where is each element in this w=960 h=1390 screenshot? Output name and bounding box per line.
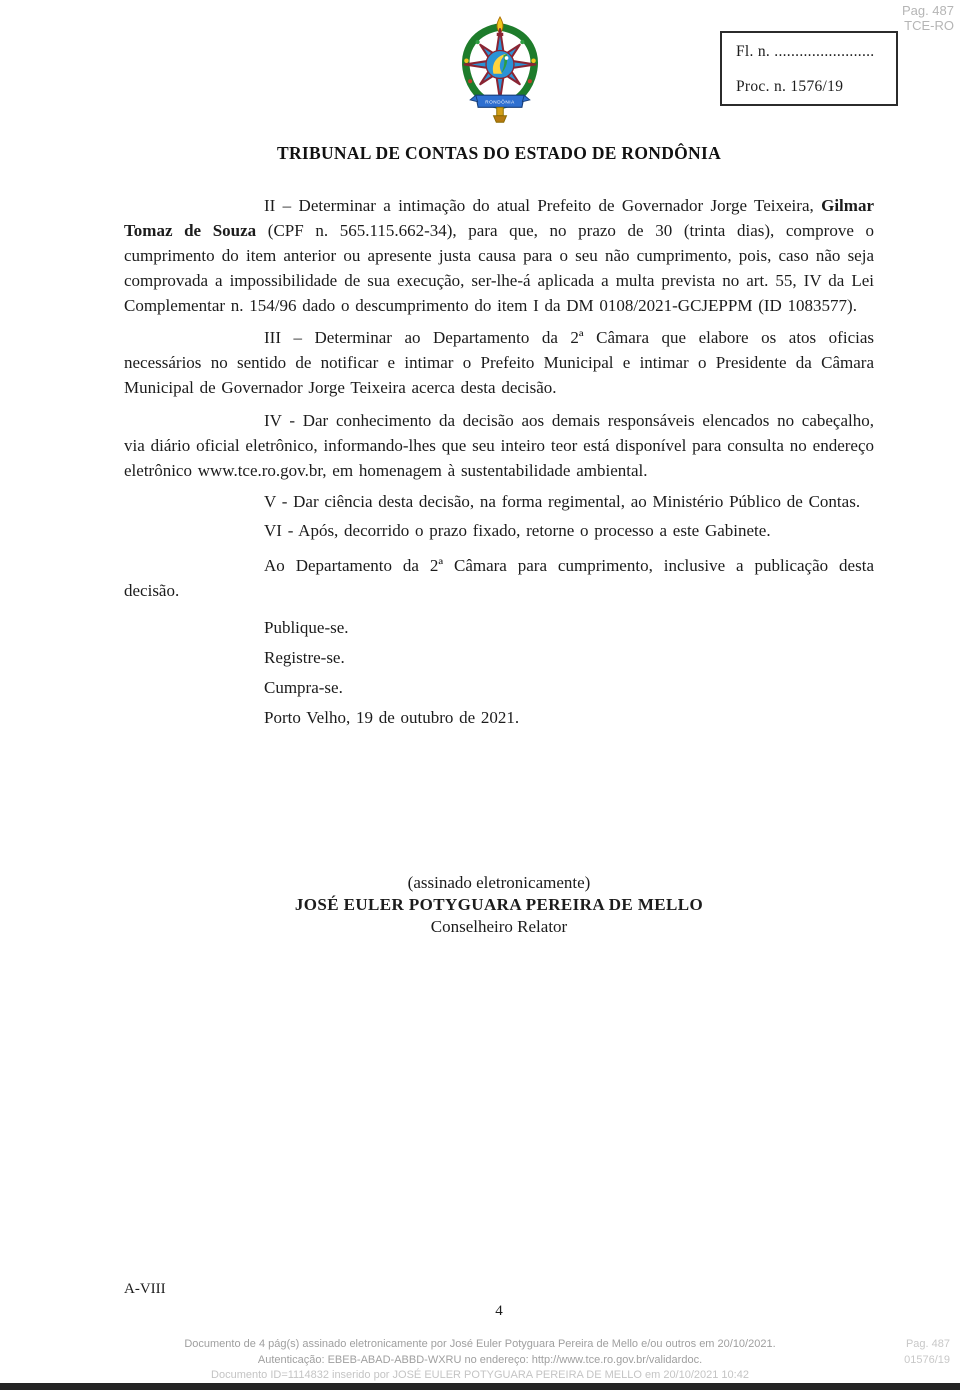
- page-ref-top: [902, 3, 954, 33]
- footer-document-id-line: Documento ID=1114832 inserido por JOSÉ EULER POTYGUARA PEREIRA DE MELLO em 20/10/2021 10:42: [211, 1369, 749, 1381]
- mayor-name-bold: Gilmar Tomaz de Souza: [124, 196, 874, 240]
- paragraph-department: Ao Departamento da 2ª Câmara para cumprimento, inclusive a publicação desta decisão.: [124, 556, 874, 600]
- footer-authentication-line: Autenticação: EBEB-ABAD-ABBD-WXRU no endereço: http://www.tce.ro.gov.br/validardoc.: [257, 1353, 703, 1366]
- signature-note: (assinado eletronicamente): [407, 873, 591, 892]
- process-number-line: Proc. n. 1576/19: [736, 78, 844, 95]
- emblem-base: [493, 107, 506, 122]
- page-ref-bottom-proc: 01576/19: [904, 1353, 950, 1366]
- svg-text:RONDÔNIA: RONDÔNIA: [485, 99, 515, 105]
- order-registre-se: Registre-se.: [264, 648, 345, 667]
- paragraph-item-ii-text: II – Determinar a intimação do atual Prefeito de Governador Jorge Teixeira,: [264, 196, 822, 215]
- page-number: 4: [495, 1303, 503, 1319]
- page-ref-top-org: TCE-RO: [904, 18, 954, 33]
- document-title: TRIBUNAL DE CONTAS DO ESTADO DE RONDÔNIA: [276, 143, 722, 163]
- bottom-bar: [0, 1383, 960, 1390]
- paragraph-item-ii-text-cont: (CPF n. 565.115.662-34), para que, no prazo de 30 (trinta dias), comprove o cumprimento do item anterior ou apresente justa causa para o seu não cumprimento, pois, caso não seja comprovada a impossibilidade de sua execução, ser-lhe-á aplicada a multa prevista no art. 55, IV da Lei Complementar n. 154/96 dado o descumprimento do item I da DM 0108/2021-GCJEPPM (ID 1083577).: [124, 221, 874, 315]
- order-cumpra-se: Cumpra-se.: [264, 678, 343, 697]
- dateline: Porto Velho, 19 de outubro de 2021.: [264, 708, 520, 727]
- signature-block: [124, 872, 874, 938]
- order-publique-se: Publique-se.: [264, 618, 349, 637]
- paragraph-item-vi: VI - Após, decorrido o prazo fixado, retorne o processo a este Gabinete.: [264, 521, 771, 540]
- folio-number-line: Fl. n. ........................: [736, 43, 875, 60]
- section-mark: A-VIII: [124, 1281, 166, 1297]
- authentication-footer: [0, 1337, 960, 1384]
- page-ref-bottom: [904, 1337, 950, 1368]
- page-ref-top-page: Pag. 487: [901, 3, 954, 18]
- signature-role: Conselheiro Relator: [430, 917, 568, 936]
- paragraph-item-iv: IV - Dar conhecimento da decisão aos demais responsáveis elencados no cabeçalho, via diário oficial eletrônico, informando-lhes que seu inteiro teor está disponível para consulta no endereço eletrônico www.tce.ro.gov.br, em homenagem à sustentabilidade ambiental.: [124, 411, 874, 480]
- state-emblem: [452, 16, 548, 126]
- emblem-banner: [470, 95, 530, 107]
- paragraph-item-v: V - Dar ciência desta decisão, na forma regimental, ao Ministério Público de Contas.: [264, 492, 861, 511]
- emblem-center: [486, 50, 514, 78]
- rondonia-coat-of-arms-icon: [452, 16, 548, 126]
- folio-process-box: [720, 31, 898, 106]
- footer-signed-line: Documento de 4 pág(s) assinado eletronicamente por José Euler Potyguara Pereira de Mello e/ou outros em 20/10/2021.: [184, 1338, 776, 1350]
- document-body: [124, 193, 874, 730]
- signature-name: JOSÉ EULER POTYGUARA PEREIRA DE MELLO: [294, 895, 704, 914]
- page-ref-bottom-page: Pag. 487: [905, 1338, 950, 1350]
- paragraph-item-ii: [124, 193, 874, 318]
- paragraph-item-iii: III – Determinar ao Departamento da 2ª Câmara que elabore os atos oficias necessários no sentido de notificar e intimar o Prefeito Municipal e intimar o Presidente da Câmara Municipal de Governador Jorge Teixeira acerca desta decisão.: [124, 328, 874, 397]
